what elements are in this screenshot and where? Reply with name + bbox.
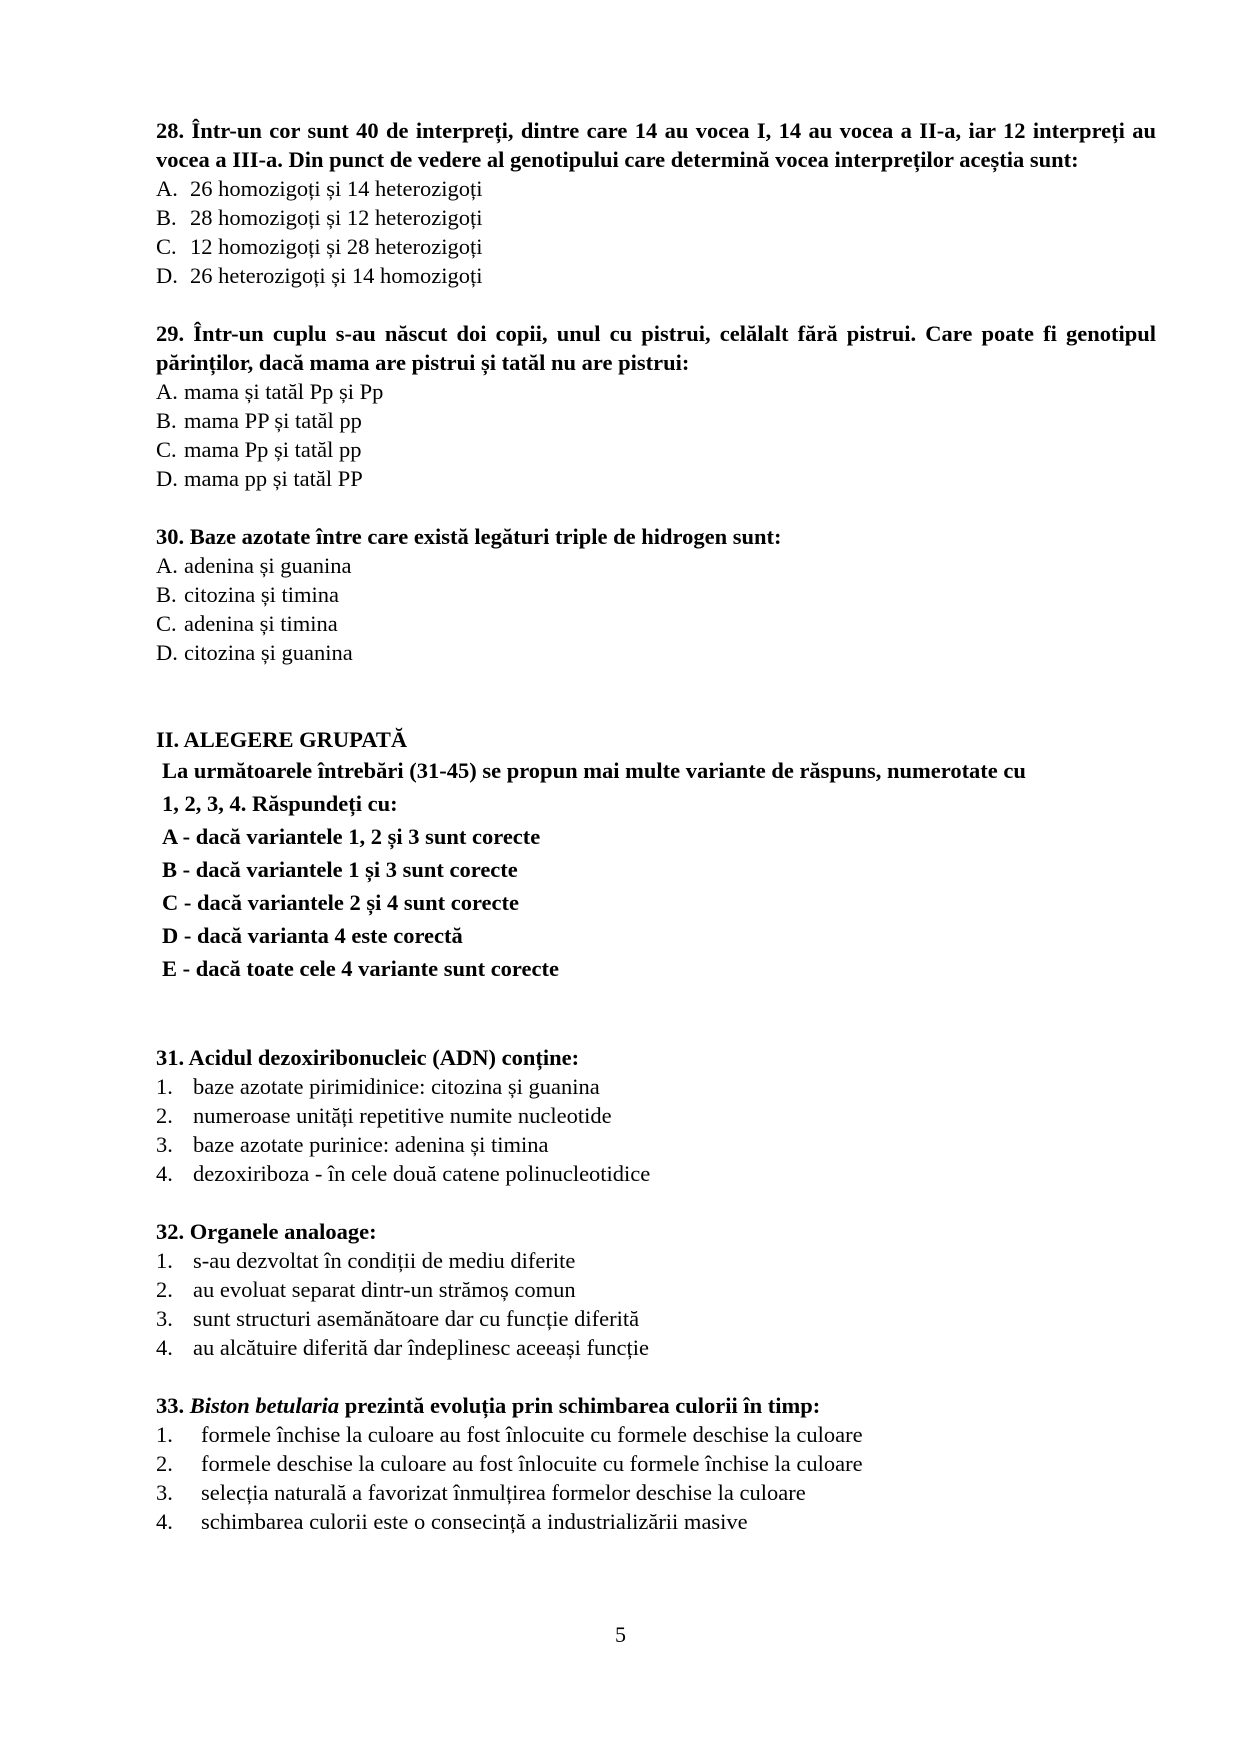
option-3: 3. sunt structuri asemănătoare dar cu funcție diferită xyxy=(156,1306,640,1331)
question-28 xyxy=(156,116,1156,290)
question-stem: 30. Baze azotate între care există legături triple de hidrogen sunt: xyxy=(156,524,782,549)
option-c: C. adenina și timina xyxy=(156,611,338,636)
option-a: A. adenina și guanina xyxy=(156,553,352,578)
page-content xyxy=(156,116,1156,1565)
option-1: 1. formele închise la culoare au fost înlocuite cu formele deschise la culoare xyxy=(156,1422,863,1447)
instruction-line: C - dacă variantele 2 și 4 sunt corecte xyxy=(162,890,520,915)
option-3: 3. selecția naturală a favorizat înmulțirea formelor deschise la culoare xyxy=(156,1480,806,1505)
option-2: 2. au evoluat separat dintr-un strămoș comun xyxy=(156,1277,576,1302)
instruction-line: A - dacă variantele 1, 2 și 3 sunt corecte xyxy=(162,824,541,849)
section-title: II. ALEGERE GRUPATĂ xyxy=(156,727,408,752)
option-d: D. citozina și guanina xyxy=(156,640,353,665)
option-b: B. mama PP și tatăl pp xyxy=(156,408,362,433)
question-32 xyxy=(156,1217,1156,1362)
instruction-line: 1, 2, 3, 4. Răspundeți cu: xyxy=(162,791,398,816)
question-30 xyxy=(156,522,1156,667)
instruction-line: La următoarele întrebări (31-45) se propun mai multe variante de răspuns, numerotate cu xyxy=(162,758,1026,783)
option-a: A. mama și tatăl Pp și Pp xyxy=(156,379,384,404)
option-2: 2. formele deschise la culoare au fost înlocuite cu formele închise la culoare xyxy=(156,1451,863,1476)
option-c: C. 12 homozigoți și 28 heterozigoți xyxy=(156,234,483,259)
option-3: 3. baze azotate purinice: adenina și timina xyxy=(156,1132,549,1157)
page-number: 5 xyxy=(615,1622,626,1647)
option-b: B. citozina și timina xyxy=(156,582,339,607)
question-31 xyxy=(156,1043,1156,1188)
question-stem: 28. Într-un cor sunt 40 de interpreți, dintre care 14 au vocea I, 14 au vocea a II-a, iar 12 interpreți au vocea a III-a. Din punct de vedere al genotipului care determină vocea interpreților aceștia sunt: xyxy=(156,118,1157,172)
question-33 xyxy=(156,1391,1156,1536)
spacer xyxy=(156,985,1156,1043)
question-29 xyxy=(156,319,1156,493)
option-1: 1. s-au dezvoltat în condiții de mediu diferite xyxy=(156,1248,576,1273)
question-stem: 31. Acidul dezoxiribonucleic (ADN) conține: xyxy=(156,1045,580,1070)
option-1: 1. baze azotate pirimidinice: citozina și guanina xyxy=(156,1074,600,1099)
question-stem: 32. Organele analoage: xyxy=(156,1219,377,1244)
option-a: A. 26 homozigoți și 14 heterozigoți xyxy=(156,176,483,201)
option-d: D. mama pp și tatăl PP xyxy=(156,466,363,491)
instruction-line: B - dacă variantele 1 și 3 sunt corecte xyxy=(162,857,518,882)
option-d: D. 26 heterozigoți și 14 homozigoți xyxy=(156,263,483,288)
question-stem: 29. Într-un cuplu s-au născut doi copii, unul cu pistrui, celălalt fără pistrui. Care poate fi genotipul părinților, dacă mama are pistrui și tatăl nu are pistrui: xyxy=(156,321,1156,375)
section-instructions xyxy=(156,754,1156,985)
option-4: 4. au alcătuire diferită dar îndeplinesc aceeași funcție xyxy=(156,1335,649,1360)
option-b: B. 28 homozigoți și 12 heterozigoți xyxy=(156,205,483,230)
question-stem: 33. Biston betularia prezintă evoluția prin schimbarea culorii în timp: xyxy=(156,1393,821,1418)
species-name: Biston betularia xyxy=(189,1393,340,1418)
section-grouped-choice xyxy=(156,725,1156,985)
option-4: 4. schimbarea culorii este o consecință a industrializării masive xyxy=(156,1509,748,1534)
option-2: 2. numeroase unități repetitive numite nucleotide xyxy=(156,1103,612,1128)
instruction-line: D - dacă varianta 4 este corectă xyxy=(162,923,463,948)
instruction-line: E - dacă toate cele 4 variante sunt corecte xyxy=(162,956,559,981)
option-4: 4. dezoxiriboza - în cele două catene polinucleotidice xyxy=(156,1161,651,1186)
option-c: C. mama Pp și tatăl pp xyxy=(156,437,362,462)
